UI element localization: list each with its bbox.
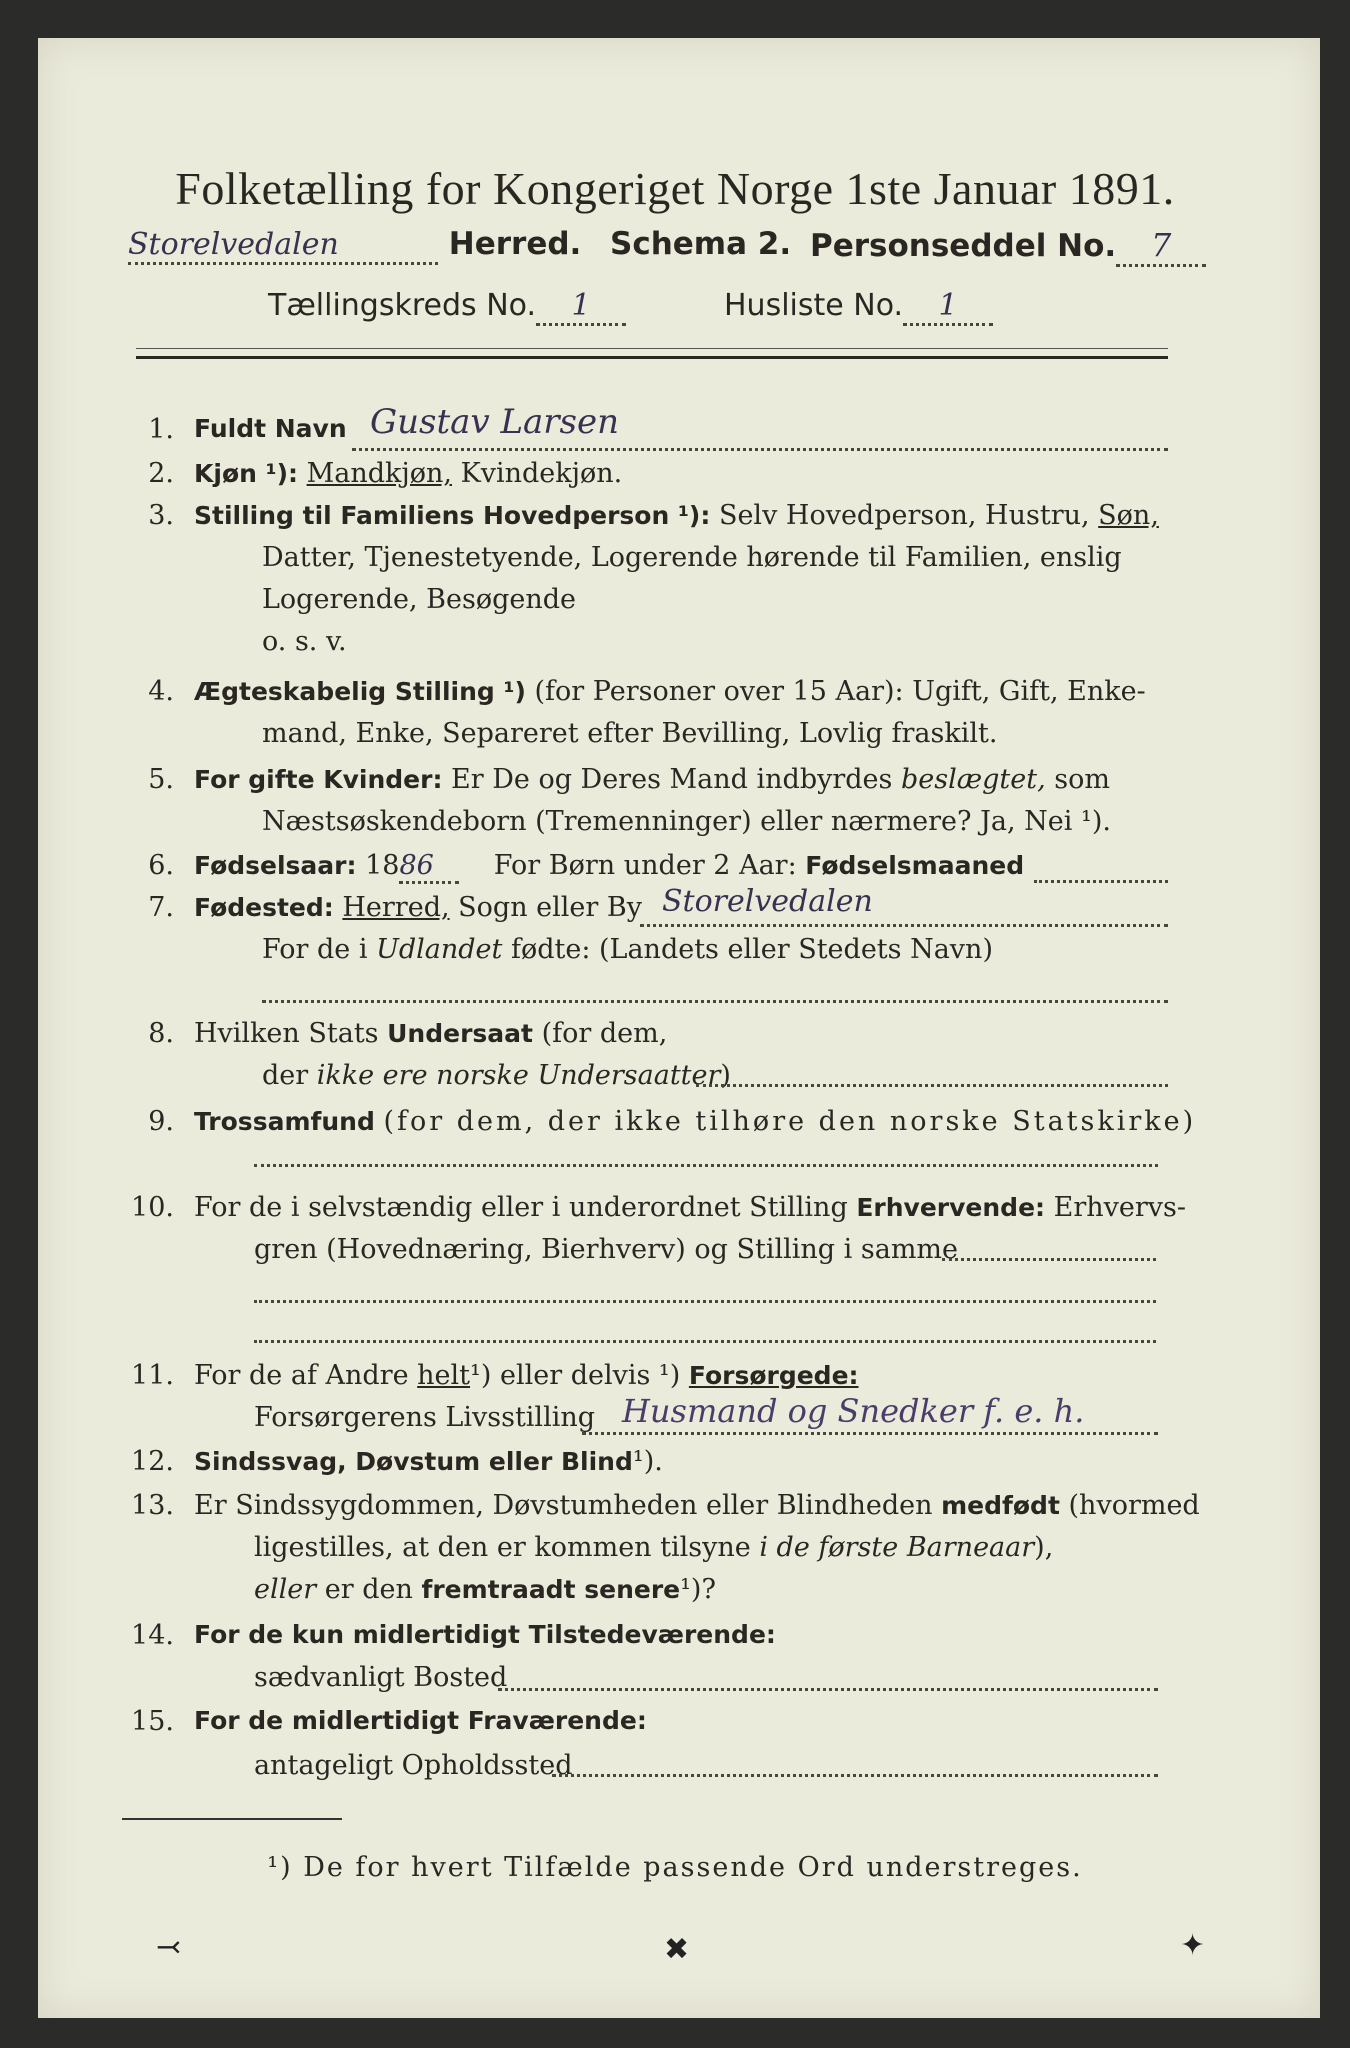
footnote: ¹) De for hvert Tilfælde passende Ord understreges. [267,1852,1083,1883]
header-rule [136,356,1168,359]
q10-fill-line-2 [254,1300,1156,1303]
herred-label: Herred. [448,226,582,262]
q14-fill-line [498,1688,1158,1691]
q8-fill-line [696,1084,1168,1087]
q10-fill-line-3 [254,1340,1156,1343]
corner-mark-left: ⤙ [156,1930,182,1965]
q7-foreign-fill-line [262,1000,1168,1003]
q1-fill-line [352,448,1168,451]
q3-option-son: Søn, [1098,500,1159,531]
herred-line [128,226,581,265]
q11-provider-occupation-value: Husmand og Snedker f. e. h. [622,1392,1085,1430]
center-mark: ✖ [664,1932,690,1967]
husliste-line [724,288,993,326]
q7-fill-line [640,924,1168,927]
q15-fill-line [552,1774,1158,1777]
footnote-rule [122,1818,342,1820]
q9-fill-line [254,1164,1158,1167]
husliste-value: 1 [903,288,993,326]
q2-option-mandkjon: Mandkjøn, [306,458,452,489]
corner-mark-right: ✦ [1180,1928,1206,1963]
q2-option-kvindekjon: Kvindekjøn. [460,458,623,489]
kreds-value: 1 [536,288,626,326]
header-rule-thin [136,348,1168,349]
q1-label: Fuldt Navn [194,414,347,443]
personseddel-line [810,226,1206,267]
kreds-label: Tællingskreds No. [268,288,536,323]
schema-label: Schema 2. [610,226,792,262]
q11-fill-line [582,1432,1158,1435]
q6-birth-year-value: 86 [399,850,459,884]
personseddel-value: 7 [1116,226,1206,267]
kreds-line [268,288,626,326]
q1-name-value: Gustav Larsen [370,402,620,442]
q10-fill-line-1 [942,1258,1156,1261]
form-title: Folketælling for Kongeriget Norge 1ste Januar 1891. [175,163,1175,214]
herred-value: Storelvedalen [128,227,438,265]
personseddel-label: Personseddel No. [810,228,1117,264]
q6-month-fill-line [1034,880,1168,883]
q7-birthplace-value: Storelvedalen [662,884,873,919]
husliste-label: Husliste No. [724,288,904,323]
